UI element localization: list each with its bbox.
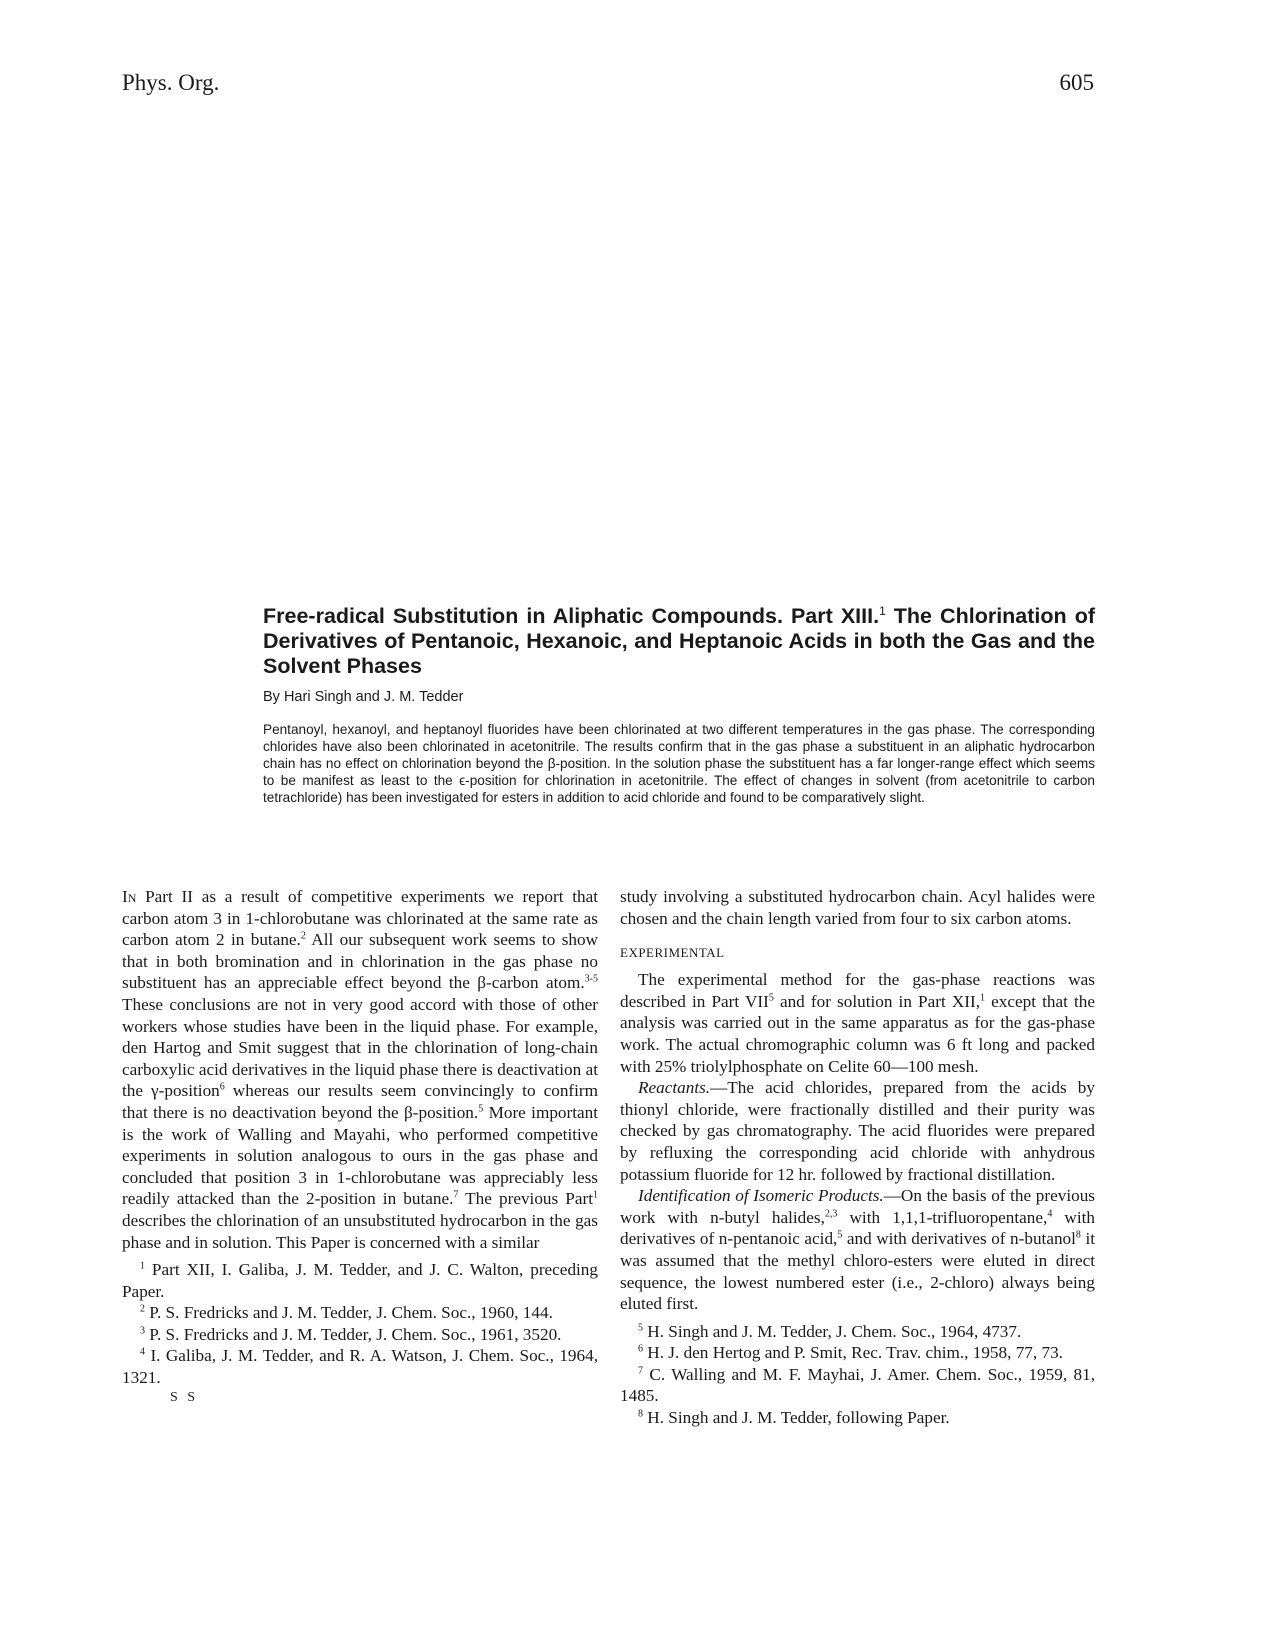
footnote: $^3$ P. S. Fredricks and J. M. Tedder, J. Chem. Soc., 1961, 3520.: [140, 1324, 562, 1344]
intro-paragraph: In Part II as a result of competitive experiments we report that carbon atom 3 in 1-chlorobutane was chlorinated at the same rate as carbon atom 2 in butane.$^2$ All our subsequent work seems to show that in both bromination and in chlorination in the gas phase no substituent has an appreciable effect beyond the β-carbon atom.$^{3-5}$ These conclusions are not in very good accord with those of other workers whose studies have been in the liquid phase. For example, den Hartog and Smit suggest that in the chlorination of long-chain carboxylic acid derivatives in the liquid phase there is deactivation at the γ-position$^6$ whereas our results seem convincingly to confirm that there is no deactivation beyond the β-position.$^5$ More important is the work of Walling and Mayahi, who performed competitive experiments in solution analogous to ours in the gas phase and concluded that position 3 in 1-chlorobutane was appreciably less readily attacked than the 2-position in butane.$^7$ The previous Part$^1$ describes the chlorination of an unsubstituted hydrocarbon in the gas phase and in solution. This Paper is concerned with a similar: [122, 887, 599, 1252]
footnote: $^1$ Part XII, I. Galiba, J. M. Tedder, and J. C. Walton, preceding Paper.: [122, 1260, 598, 1301]
page-number: 605: [1059, 70, 1094, 95]
article-header: [263, 604, 1095, 806]
drop-cap: In: [122, 887, 137, 906]
footnote: $^4$ I. Galiba, J. M. Tedder, and R. A. Watson, J. Chem. Soc., 1964, 1321.: [122, 1346, 598, 1388]
intro-continuation: study involving a substituted hydrocarbon chain. Acyl halides were chosen and the chain length varied from four to six carbon atoms.: [620, 887, 1095, 928]
footnotes-left: [122, 1259, 598, 1389]
reactants-label: Reactants.: [638, 1078, 711, 1098]
article-title: Free-radical Substitution in Aliphatic Compounds. Part XIII.$^1$ The Chlorination of Derivatives of Pentanoic, Hexanoic, and Heptanoic Acids in both the Gas and the Solvent Phases: [263, 603, 1095, 678]
footnote: $^8$ H. Singh and J. M. Tedder, following Paper.: [638, 1408, 950, 1428]
experimental-paragraph: The experimental method for the gas-phase reactions was described in Part VII$^5$ and for solution in Part XII,$^1$ except that the analysis was carried out in the same apparatus as for the gas-phase work. The actual chromographic column was 6 ft long and packed with 25% triolylphosphate on Celite 60—100 mesh.: [620, 970, 1095, 1076]
footnote: $^2$ P. S. Fredricks and J. M. Tedder, J. Chem. Soc., 1960, 144.: [140, 1303, 553, 1323]
left-column: [122, 886, 598, 1406]
identification-label: Identification of Isomeric Products.: [638, 1186, 884, 1206]
footnote: $^6$ H. J. den Hertog and P. Smit, Rec. Trav. chim., 1958, 77, 73.: [638, 1343, 1063, 1363]
footnote: $^7$ C. Walling and M. F. Mayhai, J. Amer. Chem. Soc., 1959, 81, 1485.: [620, 1364, 1095, 1406]
identification-paragraph: Identification of Isomeric Products.—On the basis of the previous work with n-butyl halides,$^{2,3}$ with 1,1,1-trifluoropentane,$^4$ with derivatives of n-pentanoic acid,$^5$ and with derivatives of n-butanol$^8$ it was assumed that the methyl chloro-esters were eluted in direct sequence, the lowest numbered ester (i.e., 2-chloro) always being eluted first.: [620, 1186, 1095, 1314]
journal-section: Phys. Org.: [122, 70, 220, 95]
section-heading-experimental: EXPERIMENTAL: [620, 945, 725, 961]
title-footnote-ref: 1: [879, 603, 886, 618]
footnote: $^5$ H. Singh and J. M. Tedder, J. Chem. Soc., 1964, 4737.: [638, 1321, 1022, 1341]
reactants-paragraph: Reactants.—The acid chlorides, prepared from the acids by thionyl chloride, were fractionally distilled and their purity was checked by gas chromatography. The acid fluorides were prepared by refluxing the corresponding acid chloride with anhydrous potassium fluoride for 12 hr. followed by fractional distillation.: [620, 1078, 1095, 1184]
authors: By Hari Singh and J. M. Tedder: [263, 689, 464, 705]
right-column: [620, 886, 1095, 1429]
running-head: [122, 70, 1094, 100]
footnotes-right: [620, 1321, 1095, 1429]
abstract: Pentanoyl, hexanoyl, and heptanoyl fluorides have been chlorinated at two different temperatures in the gas phase. The corresponding chlorides have also been chlorinated in acetonitrile. The results confirm that in the gas phase a substituent in an aliphatic hydrocarbon chain has no effect on chlorination beyond the β-position. In the solution phase the substituent has a far longer-range effect which seems to be manifest as least to the ϵ-position for chlorination in acetonitrile. The effect of changes in solvent (from acetonitrile to carbon tetrachloride) has been investigated for esters in addition to acid chloride and found to be comparatively slight.: [263, 722, 1095, 805]
signature-mark: S S: [170, 1389, 199, 1405]
